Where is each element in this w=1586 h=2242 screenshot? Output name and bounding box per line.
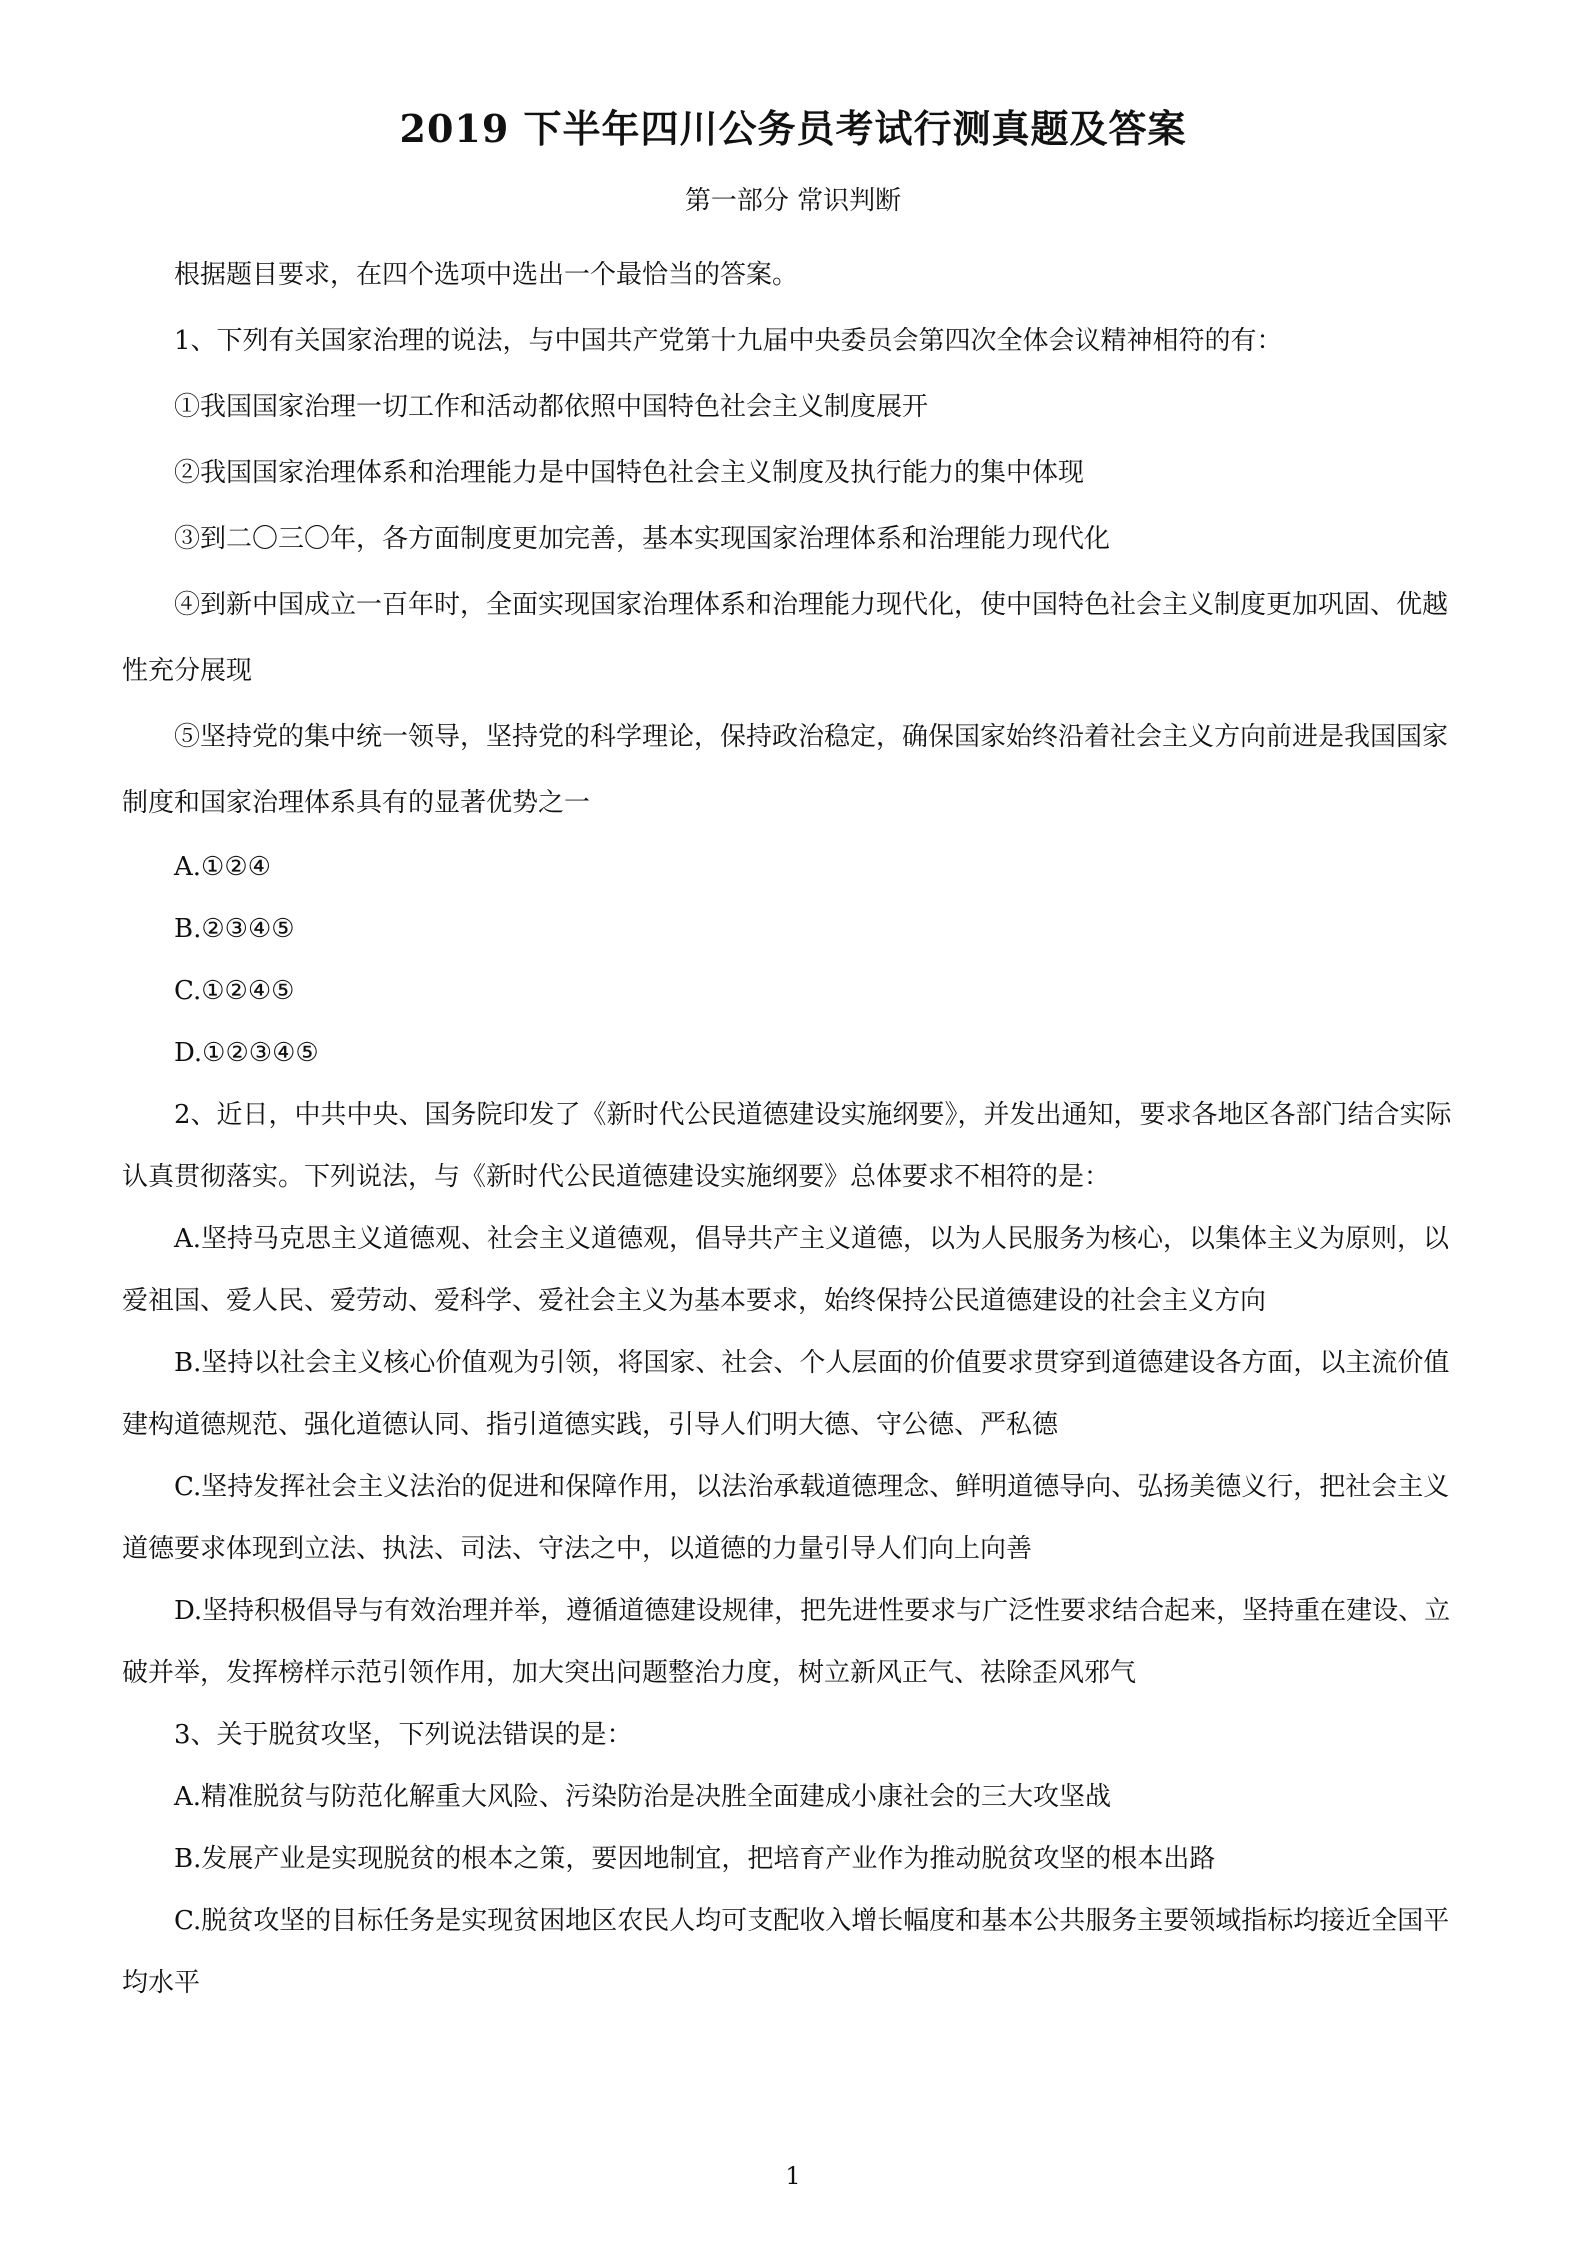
question-2-option-a: A.坚持马克思主义道德观、社会主义道德观，倡导共产主义道德，以为人民服务为核心，以集体主义为原则，以爱祖国、爱人民、爱劳动、爱科学、爱社会主义为基本要求，始终保持公民道德建设的社会主义方向 — [122, 1224, 1450, 1316]
question-1-stem: 1、下列有关国家治理的说法，与中国共产党第十九届中央委员会第四次全体会议精神相符的有： — [174, 326, 1283, 356]
question-3-option-b: B.发展产业是实现脱贫的根本之策，要因地制宜，把培育产业作为推动脱贫攻坚的根本出路 — [174, 1844, 1216, 1874]
question-1-statement-4: ④到新中国成立一百年时，全面实现国家治理体系和治理能力现代化，使中国特色社会主义制度更加巩固、优越性充分展现 — [122, 590, 1449, 686]
document-title: 2019 下半年四川公务员考试行测真题及答案 — [399, 106, 1187, 151]
question-2-stem: 2、近日，中共中央、国务院印发了《新时代公民道德建设实施纲要》，并发出通知，要求各地区各部门结合实际认真贯彻落实。下列说法，与《新时代公民道德建设实施纲要》总体要求不相符的是： — [122, 1100, 1452, 1192]
section-heading: 第一部分 常识判断 — [684, 186, 902, 216]
question-2-option-b: B.坚持以社会主义核心价值观为引领，将国家、社会、个人层面的价值要求贯穿到道德建设各方面，以主流价值建构道德规范、强化道德认同、指引道德实践，引导人们明大德、守公德、严私德 — [122, 1348, 1450, 1440]
question-1-statement-2: ②我国国家治理体系和治理能力是中国特色社会主义制度及执行能力的集中体现 — [174, 458, 1085, 488]
question-1-statement-1: ①我国国家治理一切工作和活动都依照中国特色社会主义制度展开 — [174, 392, 929, 422]
instruction-text: 根据题目要求，在四个选项中选出一个最恰当的答案。 — [174, 260, 799, 290]
question-3-option-c: C.脱贫攻坚的目标任务是实现贫困地区农民人均可支配收入增长幅度和基本公共服务主要领域指标均接近全国平均水平 — [122, 1906, 1450, 1998]
page-number: 1 — [785, 2162, 801, 2190]
question-2-option-c: C.坚持发挥社会主义法治的促进和保障作用，以法治承载道德理念、鲜明道德导向、弘扬美德义行，把社会主义道德要求体现到立法、执法、司法、守法之中，以道德的力量引导人们向上向善 — [122, 1472, 1450, 1564]
document-body — [122, 242, 1472, 2014]
question-3-option-a: A.精准脱贫与防范化解重大风险、污染防治是决胜全面建成小康社会的三大攻坚战 — [174, 1782, 1112, 1812]
question-2-option-d: D.坚持积极倡导与有效治理并举，遵循道德建设规律，把先进性要求与广泛性要求结合起来，坚持重在建设、立破并举，发挥榜样示范引领作用，加大突出问题整治力度，树立新风正气、祛除歪风邪气 — [122, 1596, 1451, 1688]
question-1-option-c: C.①②④⑤ — [174, 976, 295, 1006]
question-1-statement-3: ③到二〇三〇年，各方面制度更加完善，基本实现国家治理体系和治理能力现代化 — [174, 524, 1111, 554]
question-3-stem: 3、关于脱贫攻坚，下列说法错误的是： — [174, 1720, 633, 1750]
question-1-option-b: B.②③④⑤ — [174, 914, 295, 944]
question-1-option-d: D.①②③④⑤ — [174, 1038, 319, 1068]
question-1-option-a: A.①②④ — [174, 852, 271, 882]
question-1-statement-5: ⑤坚持党的集中统一领导，坚持党的科学理论，保持政治稳定，确保国家始终沿着社会主义方向前进是我国国家制度和国家治理体系具有的显著优势之一 — [122, 722, 1449, 818]
